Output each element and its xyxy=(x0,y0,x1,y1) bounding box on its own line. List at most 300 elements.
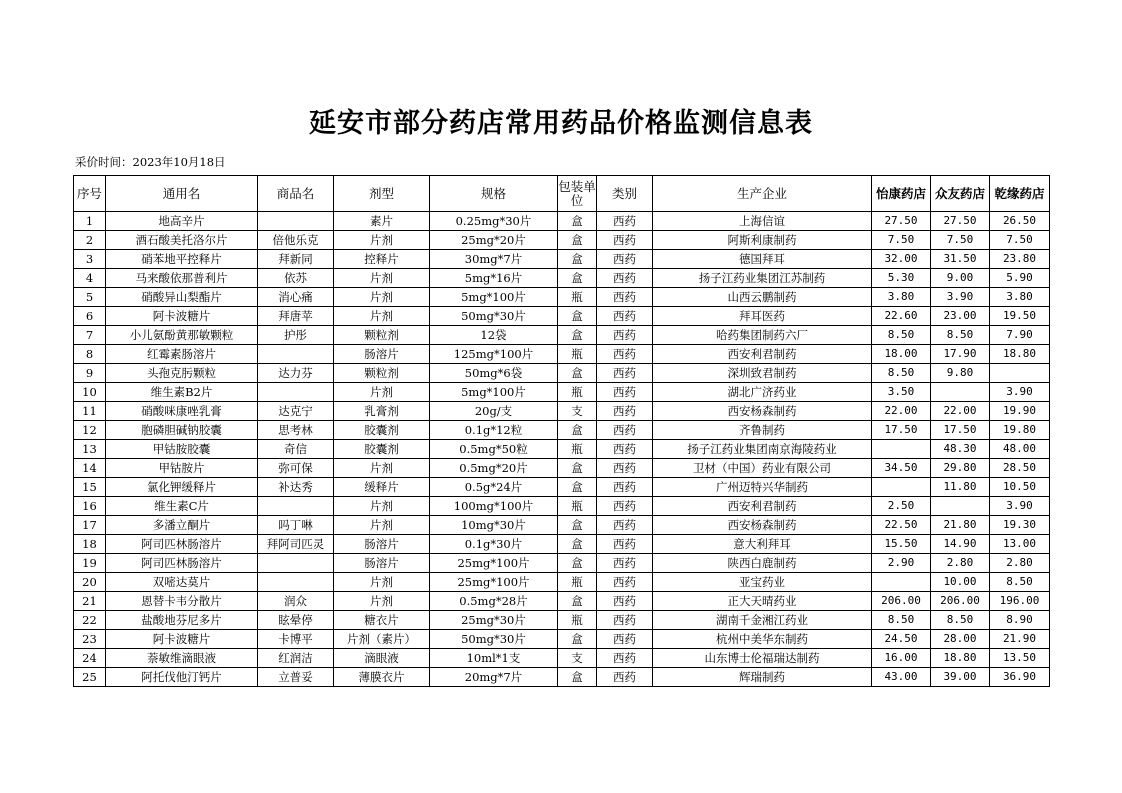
table-row xyxy=(74,535,1050,554)
cell-spec: 5mg*100片 xyxy=(430,383,558,402)
cell-manufacturer: 意大利拜耳 xyxy=(653,535,872,554)
cell-category: 西药 xyxy=(597,592,653,611)
table-body xyxy=(74,212,1050,687)
cell-manufacturer: 山西云鹏制药 xyxy=(653,288,872,307)
cell-price-qianyuan: 36.90 xyxy=(990,668,1050,687)
cell-category: 西药 xyxy=(597,611,653,630)
cell-spec: 25mg*100片 xyxy=(430,554,558,573)
cell-spec: 50mg*6袋 xyxy=(430,364,558,383)
cell-category: 西药 xyxy=(597,497,653,516)
cell-seq: 15 xyxy=(74,478,106,497)
cell-category: 西药 xyxy=(597,231,653,250)
cell-dosage-form: 片剂 xyxy=(334,573,430,592)
cell-brand-name: 奇信 xyxy=(258,440,334,459)
table-row xyxy=(74,440,1050,459)
cell-category: 西药 xyxy=(597,250,653,269)
cell-price-yikang: 32.00 xyxy=(872,250,931,269)
cell-price-yikang: 34.50 xyxy=(872,459,931,478)
cell-brand-name: 护彤 xyxy=(258,326,334,345)
cell-generic-name: 萘敏维滴眼液 xyxy=(106,649,258,668)
cell-price-qianyuan: 13.00 xyxy=(990,535,1050,554)
cell-brand-name xyxy=(258,383,334,402)
cell-dosage-form: 片剂 xyxy=(334,592,430,611)
cell-pack-unit: 瓶 xyxy=(558,573,597,592)
cell-manufacturer: 拜耳医药 xyxy=(653,307,872,326)
cell-pack-unit: 盒 xyxy=(558,630,597,649)
cell-generic-name: 头孢克肟颗粒 xyxy=(106,364,258,383)
price-table xyxy=(73,175,1050,687)
cell-manufacturer: 西安杨森制药 xyxy=(653,516,872,535)
cell-price-zhongyou: 7.50 xyxy=(931,231,990,250)
cell-manufacturer: 阿斯利康制药 xyxy=(653,231,872,250)
cell-pack-unit: 盒 xyxy=(558,459,597,478)
cell-dosage-form: 乳膏剂 xyxy=(334,402,430,421)
cell-pack-unit: 盒 xyxy=(558,326,597,345)
cell-generic-name: 酒石酸美托洛尔片 xyxy=(106,231,258,250)
cell-price-qianyuan: 18.80 xyxy=(990,345,1050,364)
header-spec: 规格 xyxy=(430,176,558,212)
cell-dosage-form: 片剂 xyxy=(334,459,430,478)
cell-brand-name: 吗丁啉 xyxy=(258,516,334,535)
cell-generic-name: 小儿氨酚黄那敏颗粒 xyxy=(106,326,258,345)
cell-price-qianyuan: 13.50 xyxy=(990,649,1050,668)
cell-spec: 10ml*1支 xyxy=(430,649,558,668)
cell-manufacturer: 齐鲁制药 xyxy=(653,421,872,440)
cell-brand-name: 润众 xyxy=(258,592,334,611)
table-row xyxy=(74,459,1050,478)
cell-manufacturer: 德国拜耳 xyxy=(653,250,872,269)
cell-dosage-form: 控释片 xyxy=(334,250,430,269)
cell-spec: 5mg*100片 xyxy=(430,288,558,307)
cell-dosage-form: 薄膜衣片 xyxy=(334,668,430,687)
cell-price-zhongyou: 18.80 xyxy=(931,649,990,668)
cell-pack-unit: 瓶 xyxy=(558,345,597,364)
cell-dosage-form: 片剂（素片） xyxy=(334,630,430,649)
cell-price-qianyuan: 7.50 xyxy=(990,231,1050,250)
cell-price-zhongyou xyxy=(931,497,990,516)
cell-pack-unit: 盒 xyxy=(558,592,597,611)
cell-dosage-form: 滴眼液 xyxy=(334,649,430,668)
cell-brand-name: 思考林 xyxy=(258,421,334,440)
cell-dosage-form: 肠溶片 xyxy=(334,345,430,364)
cell-price-yikang: 15.50 xyxy=(872,535,931,554)
cell-category: 西药 xyxy=(597,459,653,478)
cell-brand-name: 拜阿司匹灵 xyxy=(258,535,334,554)
cell-price-yikang xyxy=(872,573,931,592)
table-row xyxy=(74,326,1050,345)
cell-dosage-form: 片剂 xyxy=(334,516,430,535)
cell-price-qianyuan: 3.90 xyxy=(990,383,1050,402)
cell-category: 西药 xyxy=(597,516,653,535)
cell-pack-unit: 支 xyxy=(558,649,597,668)
cell-generic-name: 硝酸咪康唑乳膏 xyxy=(106,402,258,421)
cell-category: 西药 xyxy=(597,554,653,573)
cell-price-yikang: 22.60 xyxy=(872,307,931,326)
cell-brand-name: 弥可保 xyxy=(258,459,334,478)
cell-price-zhongyou: 31.50 xyxy=(931,250,990,269)
table-row xyxy=(74,231,1050,250)
cell-seq: 21 xyxy=(74,592,106,611)
cell-manufacturer: 广州迈特兴华制药 xyxy=(653,478,872,497)
cell-manufacturer: 正大天晴药业 xyxy=(653,592,872,611)
cell-price-zhongyou: 2.80 xyxy=(931,554,990,573)
cell-generic-name: 双嘧达莫片 xyxy=(106,573,258,592)
cell-price-qianyuan: 23.80 xyxy=(990,250,1050,269)
cell-dosage-form: 片剂 xyxy=(334,269,430,288)
cell-generic-name: 维生素C片 xyxy=(106,497,258,516)
cell-price-zhongyou: 27.50 xyxy=(931,212,990,231)
table-row xyxy=(74,212,1050,231)
cell-brand-name: 拜唐苹 xyxy=(258,307,334,326)
cell-seq: 13 xyxy=(74,440,106,459)
cell-category: 西药 xyxy=(597,288,653,307)
cell-brand-name: 达克宁 xyxy=(258,402,334,421)
cell-price-zhongyou: 28.00 xyxy=(931,630,990,649)
cell-brand-name: 达力芬 xyxy=(258,364,334,383)
cell-manufacturer: 深圳致君制药 xyxy=(653,364,872,383)
cell-category: 西药 xyxy=(597,402,653,421)
cell-dosage-form: 颗粒剂 xyxy=(334,364,430,383)
cell-price-yikang xyxy=(872,440,931,459)
cell-price-zhongyou: 9.80 xyxy=(931,364,990,383)
cell-price-qianyuan: 19.50 xyxy=(990,307,1050,326)
cell-generic-name: 恩替卡韦分散片 xyxy=(106,592,258,611)
page-title: 延安市部分药店常用药品价格监测信息表 xyxy=(309,108,813,139)
cell-category: 西药 xyxy=(597,307,653,326)
cell-pack-unit: 盒 xyxy=(558,307,597,326)
cell-brand-name xyxy=(258,573,334,592)
cell-generic-name: 氯化钾缓释片 xyxy=(106,478,258,497)
table-row xyxy=(74,402,1050,421)
header-store-zhongyou: 众友药店 xyxy=(931,176,990,212)
table-row xyxy=(74,630,1050,649)
table-row xyxy=(74,288,1050,307)
cell-seq: 19 xyxy=(74,554,106,573)
cell-category: 西药 xyxy=(597,421,653,440)
cell-seq: 24 xyxy=(74,649,106,668)
cell-pack-unit: 盒 xyxy=(558,668,597,687)
cell-price-yikang: 3.50 xyxy=(872,383,931,402)
table-row xyxy=(74,497,1050,516)
cell-seq: 16 xyxy=(74,497,106,516)
cell-price-yikang: 43.00 xyxy=(872,668,931,687)
table-row xyxy=(74,383,1050,402)
cell-price-zhongyou: 22.00 xyxy=(931,402,990,421)
cell-generic-name: 红霉素肠溶片 xyxy=(106,345,258,364)
header-pack-unit: 包装单位 xyxy=(558,176,597,212)
cell-manufacturer: 湖北广济药业 xyxy=(653,383,872,402)
table-row xyxy=(74,668,1050,687)
cell-generic-name: 地高辛片 xyxy=(106,212,258,231)
header-brand-name: 商品名 xyxy=(258,176,334,212)
table-row xyxy=(74,611,1050,630)
cell-price-qianyuan: 5.90 xyxy=(990,269,1050,288)
cell-category: 西药 xyxy=(597,630,653,649)
cell-price-yikang: 24.50 xyxy=(872,630,931,649)
cell-spec: 50mg*30片 xyxy=(430,630,558,649)
cell-generic-name: 甲钴胺胶囊 xyxy=(106,440,258,459)
cell-pack-unit: 盒 xyxy=(558,231,597,250)
cell-pack-unit: 瓶 xyxy=(558,383,597,402)
cell-price-qianyuan: 19.80 xyxy=(990,421,1050,440)
cell-manufacturer: 辉瑞制药 xyxy=(653,668,872,687)
cell-spec: 10mg*30片 xyxy=(430,516,558,535)
cell-manufacturer: 西安利君制药 xyxy=(653,497,872,516)
cell-price-qianyuan xyxy=(990,364,1050,383)
cell-brand-name xyxy=(258,212,334,231)
cell-generic-name: 马来酸依那普利片 xyxy=(106,269,258,288)
table-row xyxy=(74,364,1050,383)
cell-manufacturer: 卫材（中国）药业有限公司 xyxy=(653,459,872,478)
cell-price-yikang: 5.30 xyxy=(872,269,931,288)
cell-spec: 5mg*16片 xyxy=(430,269,558,288)
cell-seq: 4 xyxy=(74,269,106,288)
cell-pack-unit: 盒 xyxy=(558,535,597,554)
cell-brand-name: 卡博平 xyxy=(258,630,334,649)
cell-brand-name xyxy=(258,554,334,573)
cell-category: 西药 xyxy=(597,649,653,668)
table-row xyxy=(74,649,1050,668)
cell-price-zhongyou: 23.00 xyxy=(931,307,990,326)
cell-brand-name: 倍他乐克 xyxy=(258,231,334,250)
cell-price-zhongyou: 17.90 xyxy=(931,345,990,364)
cell-price-qianyuan: 10.50 xyxy=(990,478,1050,497)
cell-manufacturer: 扬子江药业集团南京海陵药业 xyxy=(653,440,872,459)
cell-price-qianyuan: 21.90 xyxy=(990,630,1050,649)
cell-seq: 25 xyxy=(74,668,106,687)
cell-brand-name: 拜新同 xyxy=(258,250,334,269)
cell-seq: 5 xyxy=(74,288,106,307)
cell-price-qianyuan: 3.90 xyxy=(990,497,1050,516)
cell-brand-name xyxy=(258,345,334,364)
cell-price-zhongyou: 8.50 xyxy=(931,611,990,630)
cell-category: 西药 xyxy=(597,212,653,231)
cell-price-zhongyou: 10.00 xyxy=(931,573,990,592)
cell-price-yikang: 206.00 xyxy=(872,592,931,611)
cell-brand-name xyxy=(258,497,334,516)
header-category: 类别 xyxy=(597,176,653,212)
cell-manufacturer: 湖南千金湘江药业 xyxy=(653,611,872,630)
cell-price-yikang xyxy=(872,478,931,497)
cell-seq: 1 xyxy=(74,212,106,231)
cell-price-yikang: 22.50 xyxy=(872,516,931,535)
cell-dosage-form: 片剂 xyxy=(334,307,430,326)
cell-price-qianyuan: 19.30 xyxy=(990,516,1050,535)
cell-spec: 0.5mg*20片 xyxy=(430,459,558,478)
cell-pack-unit: 瓶 xyxy=(558,497,597,516)
cell-category: 西药 xyxy=(597,345,653,364)
cell-price-qianyuan: 2.80 xyxy=(990,554,1050,573)
cell-brand-name: 补达秀 xyxy=(258,478,334,497)
cell-category: 西药 xyxy=(597,668,653,687)
cell-spec: 20mg*7片 xyxy=(430,668,558,687)
header-row xyxy=(74,176,1050,212)
cell-price-zhongyou: 39.00 xyxy=(931,668,990,687)
cell-seq: 6 xyxy=(74,307,106,326)
table-row xyxy=(74,554,1050,573)
header-store-yikang: 怡康药店 xyxy=(872,176,931,212)
cell-generic-name: 维生素B2片 xyxy=(106,383,258,402)
cell-spec: 25mg*30片 xyxy=(430,611,558,630)
cell-brand-name: 眩晕停 xyxy=(258,611,334,630)
cell-seq: 22 xyxy=(74,611,106,630)
table-row xyxy=(74,478,1050,497)
cell-manufacturer: 陕西白鹿制药 xyxy=(653,554,872,573)
cell-price-yikang: 17.50 xyxy=(872,421,931,440)
cell-generic-name: 阿司匹林肠溶片 xyxy=(106,535,258,554)
table-row xyxy=(74,592,1050,611)
cell-generic-name: 多潘立酮片 xyxy=(106,516,258,535)
cell-price-yikang: 2.50 xyxy=(872,497,931,516)
cell-spec: 0.1g*30片 xyxy=(430,535,558,554)
cell-dosage-form: 片剂 xyxy=(334,288,430,307)
cell-price-yikang: 27.50 xyxy=(872,212,931,231)
cell-seq: 8 xyxy=(74,345,106,364)
cell-dosage-form: 胶囊剂 xyxy=(334,440,430,459)
cell-seq: 23 xyxy=(74,630,106,649)
cell-seq: 3 xyxy=(74,250,106,269)
cell-price-zhongyou: 48.30 xyxy=(931,440,990,459)
cell-seq: 11 xyxy=(74,402,106,421)
cell-pack-unit: 盒 xyxy=(558,250,597,269)
cell-price-yikang: 8.50 xyxy=(872,364,931,383)
cell-price-zhongyou: 14.90 xyxy=(931,535,990,554)
cell-spec: 0.1g*12粒 xyxy=(430,421,558,440)
cell-generic-name: 甲钴胺片 xyxy=(106,459,258,478)
cell-seq: 20 xyxy=(74,573,106,592)
cell-category: 西药 xyxy=(597,326,653,345)
cell-price-qianyuan: 19.90 xyxy=(990,402,1050,421)
cell-brand-name: 消心痛 xyxy=(258,288,334,307)
cell-dosage-form: 胶囊剂 xyxy=(334,421,430,440)
header-dosage-form: 剂型 xyxy=(334,176,430,212)
cell-price-qianyuan: 48.00 xyxy=(990,440,1050,459)
cell-price-zhongyou xyxy=(931,383,990,402)
cell-brand-name: 红润洁 xyxy=(258,649,334,668)
cell-spec: 12袋 xyxy=(430,326,558,345)
cell-dosage-form: 糖衣片 xyxy=(334,611,430,630)
cell-price-zhongyou: 21.80 xyxy=(931,516,990,535)
cell-spec: 30mg*7片 xyxy=(430,250,558,269)
cell-brand-name: 依苏 xyxy=(258,269,334,288)
header-store-qianyuan: 乾缘药店 xyxy=(990,176,1050,212)
cell-price-qianyuan: 26.50 xyxy=(990,212,1050,231)
cell-brand-name: 立普妥 xyxy=(258,668,334,687)
cell-seq: 10 xyxy=(74,383,106,402)
cell-price-zhongyou: 9.00 xyxy=(931,269,990,288)
cell-price-yikang: 3.80 xyxy=(872,288,931,307)
table-row xyxy=(74,345,1050,364)
cell-pack-unit: 盒 xyxy=(558,269,597,288)
cell-price-qianyuan: 196.00 xyxy=(990,592,1050,611)
cell-seq: 2 xyxy=(74,231,106,250)
table-row xyxy=(74,307,1050,326)
cell-price-yikang: 2.90 xyxy=(872,554,931,573)
cell-spec: 50mg*30片 xyxy=(430,307,558,326)
cell-price-yikang: 7.50 xyxy=(872,231,931,250)
cell-category: 西药 xyxy=(597,364,653,383)
cell-spec: 0.5mg*50粒 xyxy=(430,440,558,459)
table-row xyxy=(74,573,1050,592)
cell-generic-name: 硝酸异山梨酯片 xyxy=(106,288,258,307)
cell-seq: 18 xyxy=(74,535,106,554)
cell-manufacturer: 杭州中美华东制药 xyxy=(653,630,872,649)
cell-dosage-form: 颗粒剂 xyxy=(334,326,430,345)
cell-seq: 17 xyxy=(74,516,106,535)
cell-pack-unit: 盒 xyxy=(558,516,597,535)
cell-pack-unit: 盒 xyxy=(558,554,597,573)
cell-seq: 9 xyxy=(74,364,106,383)
cell-category: 西药 xyxy=(597,573,653,592)
cell-generic-name: 阿卡波糖片 xyxy=(106,630,258,649)
header-generic-name: 通用名 xyxy=(106,176,258,212)
cell-price-qianyuan: 28.50 xyxy=(990,459,1050,478)
table-row xyxy=(74,250,1050,269)
table-row xyxy=(74,421,1050,440)
cell-spec: 125mg*100片 xyxy=(430,345,558,364)
cell-dosage-form: 肠溶片 xyxy=(334,535,430,554)
cell-spec: 0.5g*24片 xyxy=(430,478,558,497)
cell-price-yikang: 8.50 xyxy=(872,326,931,345)
cell-generic-name: 阿司匹林肠溶片 xyxy=(106,554,258,573)
cell-pack-unit: 支 xyxy=(558,402,597,421)
cell-generic-name: 阿卡波糖片 xyxy=(106,307,258,326)
cell-pack-unit: 盒 xyxy=(558,364,597,383)
cell-seq: 14 xyxy=(74,459,106,478)
cell-seq: 7 xyxy=(74,326,106,345)
cell-generic-name: 盐酸地芬尼多片 xyxy=(106,611,258,630)
cell-pack-unit: 盒 xyxy=(558,212,597,231)
cell-spec: 0.5mg*28片 xyxy=(430,592,558,611)
cell-manufacturer: 上海信谊 xyxy=(653,212,872,231)
cell-manufacturer: 西安杨森制药 xyxy=(653,402,872,421)
cell-dosage-form: 片剂 xyxy=(334,497,430,516)
cell-dosage-form: 片剂 xyxy=(334,383,430,402)
cell-generic-name: 阿托伐他汀钙片 xyxy=(106,668,258,687)
cell-spec: 100mg*100片 xyxy=(430,497,558,516)
cell-generic-name: 硝苯地平控释片 xyxy=(106,250,258,269)
cell-price-yikang: 22.00 xyxy=(872,402,931,421)
cell-price-qianyuan: 7.90 xyxy=(990,326,1050,345)
cell-price-qianyuan: 8.50 xyxy=(990,573,1050,592)
cell-category: 西药 xyxy=(597,440,653,459)
cell-spec: 0.25mg*30片 xyxy=(430,212,558,231)
cell-seq: 12 xyxy=(74,421,106,440)
cell-pack-unit: 瓶 xyxy=(558,288,597,307)
cell-price-zhongyou: 206.00 xyxy=(931,592,990,611)
cell-price-yikang: 18.00 xyxy=(872,345,931,364)
cell-dosage-form: 片剂 xyxy=(334,231,430,250)
cell-price-qianyuan: 3.80 xyxy=(990,288,1050,307)
cell-dosage-form: 缓释片 xyxy=(334,478,430,497)
table-row xyxy=(74,516,1050,535)
cell-price-zhongyou: 11.80 xyxy=(931,478,990,497)
cell-category: 西药 xyxy=(597,478,653,497)
table-row xyxy=(74,269,1050,288)
cell-pack-unit: 瓶 xyxy=(558,440,597,459)
cell-dosage-form: 肠溶片 xyxy=(334,554,430,573)
cell-generic-name: 胞磷胆碱钠胶囊 xyxy=(106,421,258,440)
cell-category: 西药 xyxy=(597,269,653,288)
header-manufacturer: 生产企业 xyxy=(653,176,872,212)
cell-dosage-form: 素片 xyxy=(334,212,430,231)
cell-category: 西药 xyxy=(597,383,653,402)
cell-price-zhongyou: 17.50 xyxy=(931,421,990,440)
cell-price-zhongyou: 3.90 xyxy=(931,288,990,307)
cell-category: 西药 xyxy=(597,535,653,554)
cell-manufacturer: 哈药集团制药六厂 xyxy=(653,326,872,345)
cell-price-zhongyou: 8.50 xyxy=(931,326,990,345)
